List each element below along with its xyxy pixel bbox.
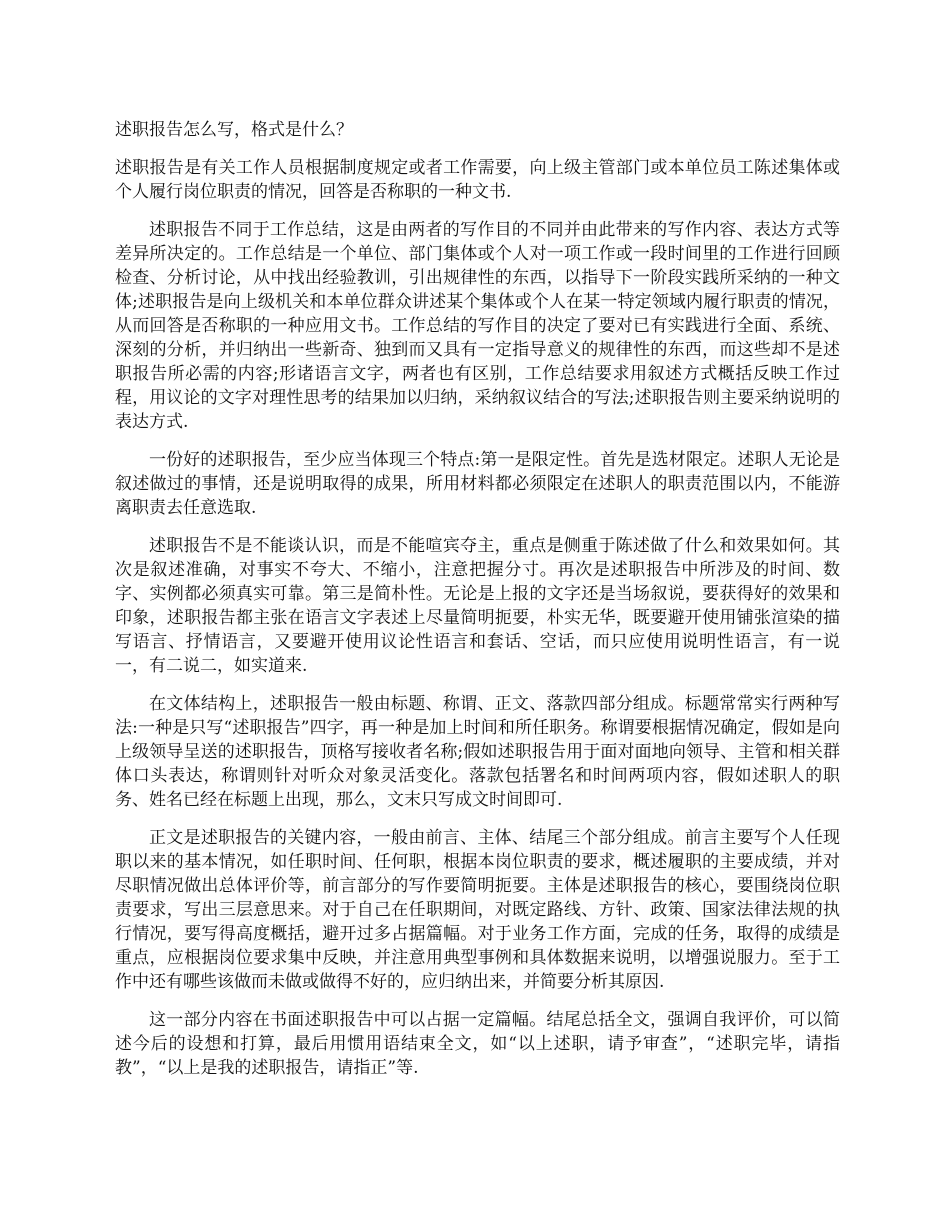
document-title: 述职报告怎么写，格式是什么？ [115, 120, 353, 140]
paragraph-definition: 述职报告是有关工作人员根据制度规定或者工作需要，向上级主管部门或本单位员工陈述集体或个人履行岗位职责的情况，回答是否称职的一种文书. [115, 158, 840, 202]
paragraph-characteristics: 一份好的述职报告，至少应当体现三个特点:第一是限定性。首先是选材限定。述职人无论是叙述做过的事情，还是说明取得的成果，所用材料都必须限定在述职人的职责范围以内，不能游离职责去任意选取. [115, 450, 840, 518]
paragraph-conclusion: 这一部分内容在书面述职报告中可以占据一定篇幅。结尾总括全文，强调自我评价，可以简述今后的设想和打算，最后用惯用语结束全文，如“以上述职，请予审查”，“述职完毕，请指教”，“以上是我的述职报告，请指正”等. [115, 1010, 840, 1078]
paragraph-main-body: 正文是述职报告的关键内容，一般由前言、主体、结尾三个部分组成。前言主要写个人任现职以来的基本情况，如任职时间、任何职，根据本岗位职责的要求，概述履职的主要成绩，并对尽职情况做出总体评价等，前言部分的写作要简明扼要。主体是述职报告的核心，要围绕岗位职责要求，写出三层意思来。对于自己在任职期间，对既定路线、方针、政策、国家法律法规的执行情况，要写得高度概括，避开过多占据篇幅。对于业务工作方面，完成的任务，取得的成绩是重点，应根据岗位要求集中反映，并注意用典型事例和具体数据来说明，以增强说服力。至于工作中还有哪些该做而未做或做得不好的，应归纳出来，并简要分析其原因. [115, 828, 840, 992]
paragraph-accuracy-simplicity: 述职报告不是不能谈认识，而是不能喧宾夺主，重点是侧重于陈述做了什么和效果如何。其次是叙述准确，对事实不夸大、不缩小，注意把握分寸。再次是述职报告中所涉及的时间、数字、实例都必须真实可靠。第三是简朴性。无论是上报的文字还是当场叙说，要获得好的效果和印象，述职报告都主张在语言文字表述上尽量简明扼要，朴实无华，既要避开使用铺张渲染的描写语言、抒情语言，又要避开使用议论性语言和套话、空话，而只应使用说明性语言，有一说一，有二说二，如实道来. [115, 536, 840, 676]
document-body [115, 118, 840, 1094]
paragraph-difference: 述职报告不同于工作总结，这是由两者的写作目的不同并由此带来的写作内容、表达方式等差异所决定的。工作总结是一个单位、部门集体或个人对一项工作或一段时间里的工作进行回顾检查、分析讨论，从中找出经验教训，引出规律性的东西，以指导下一阶段实践所采纳的一种文体;述职报告是向上级机关和本单位群众讲述某个集体或个人在某一特定领域内履行职责的情况，从而回答是否称职的一种应用文书。工作总结的写作目的决定了要对已有实践进行全面、系统、深刻的分析，并归纳出一些新奇、独到而又具有一定指导意义的规律性的东西，而这些却不是述职报告所必需的内容;形诸语言文字，两者也有区别，工作总结要求用叙述方式概括反映工作过程，用议论的文字对理性思考的结果加以归纳，采纳叙议结合的写法;述职报告则主要采纳说明的表达方式. [115, 220, 840, 432]
paragraph-structure: 在文体结构上，述职报告一般由标题、称谓、正文、落款四部分组成。标题常常实行两种写法:一种是只写“述职报告”四字，再一种是加上时间和所任职务。称谓要根据情况确定，假如是向上级领导呈送的述职报告，顶格写接收者名称;假如述职报告用于面对面地向领导、主管和相关群体口头表达，称谓则针对听众对象灵活变化。落款包括署名和时间两项内容，假如述职人的职务、姓名已经在标题上出现，那么，文末只写成文时间即可. [115, 694, 840, 810]
